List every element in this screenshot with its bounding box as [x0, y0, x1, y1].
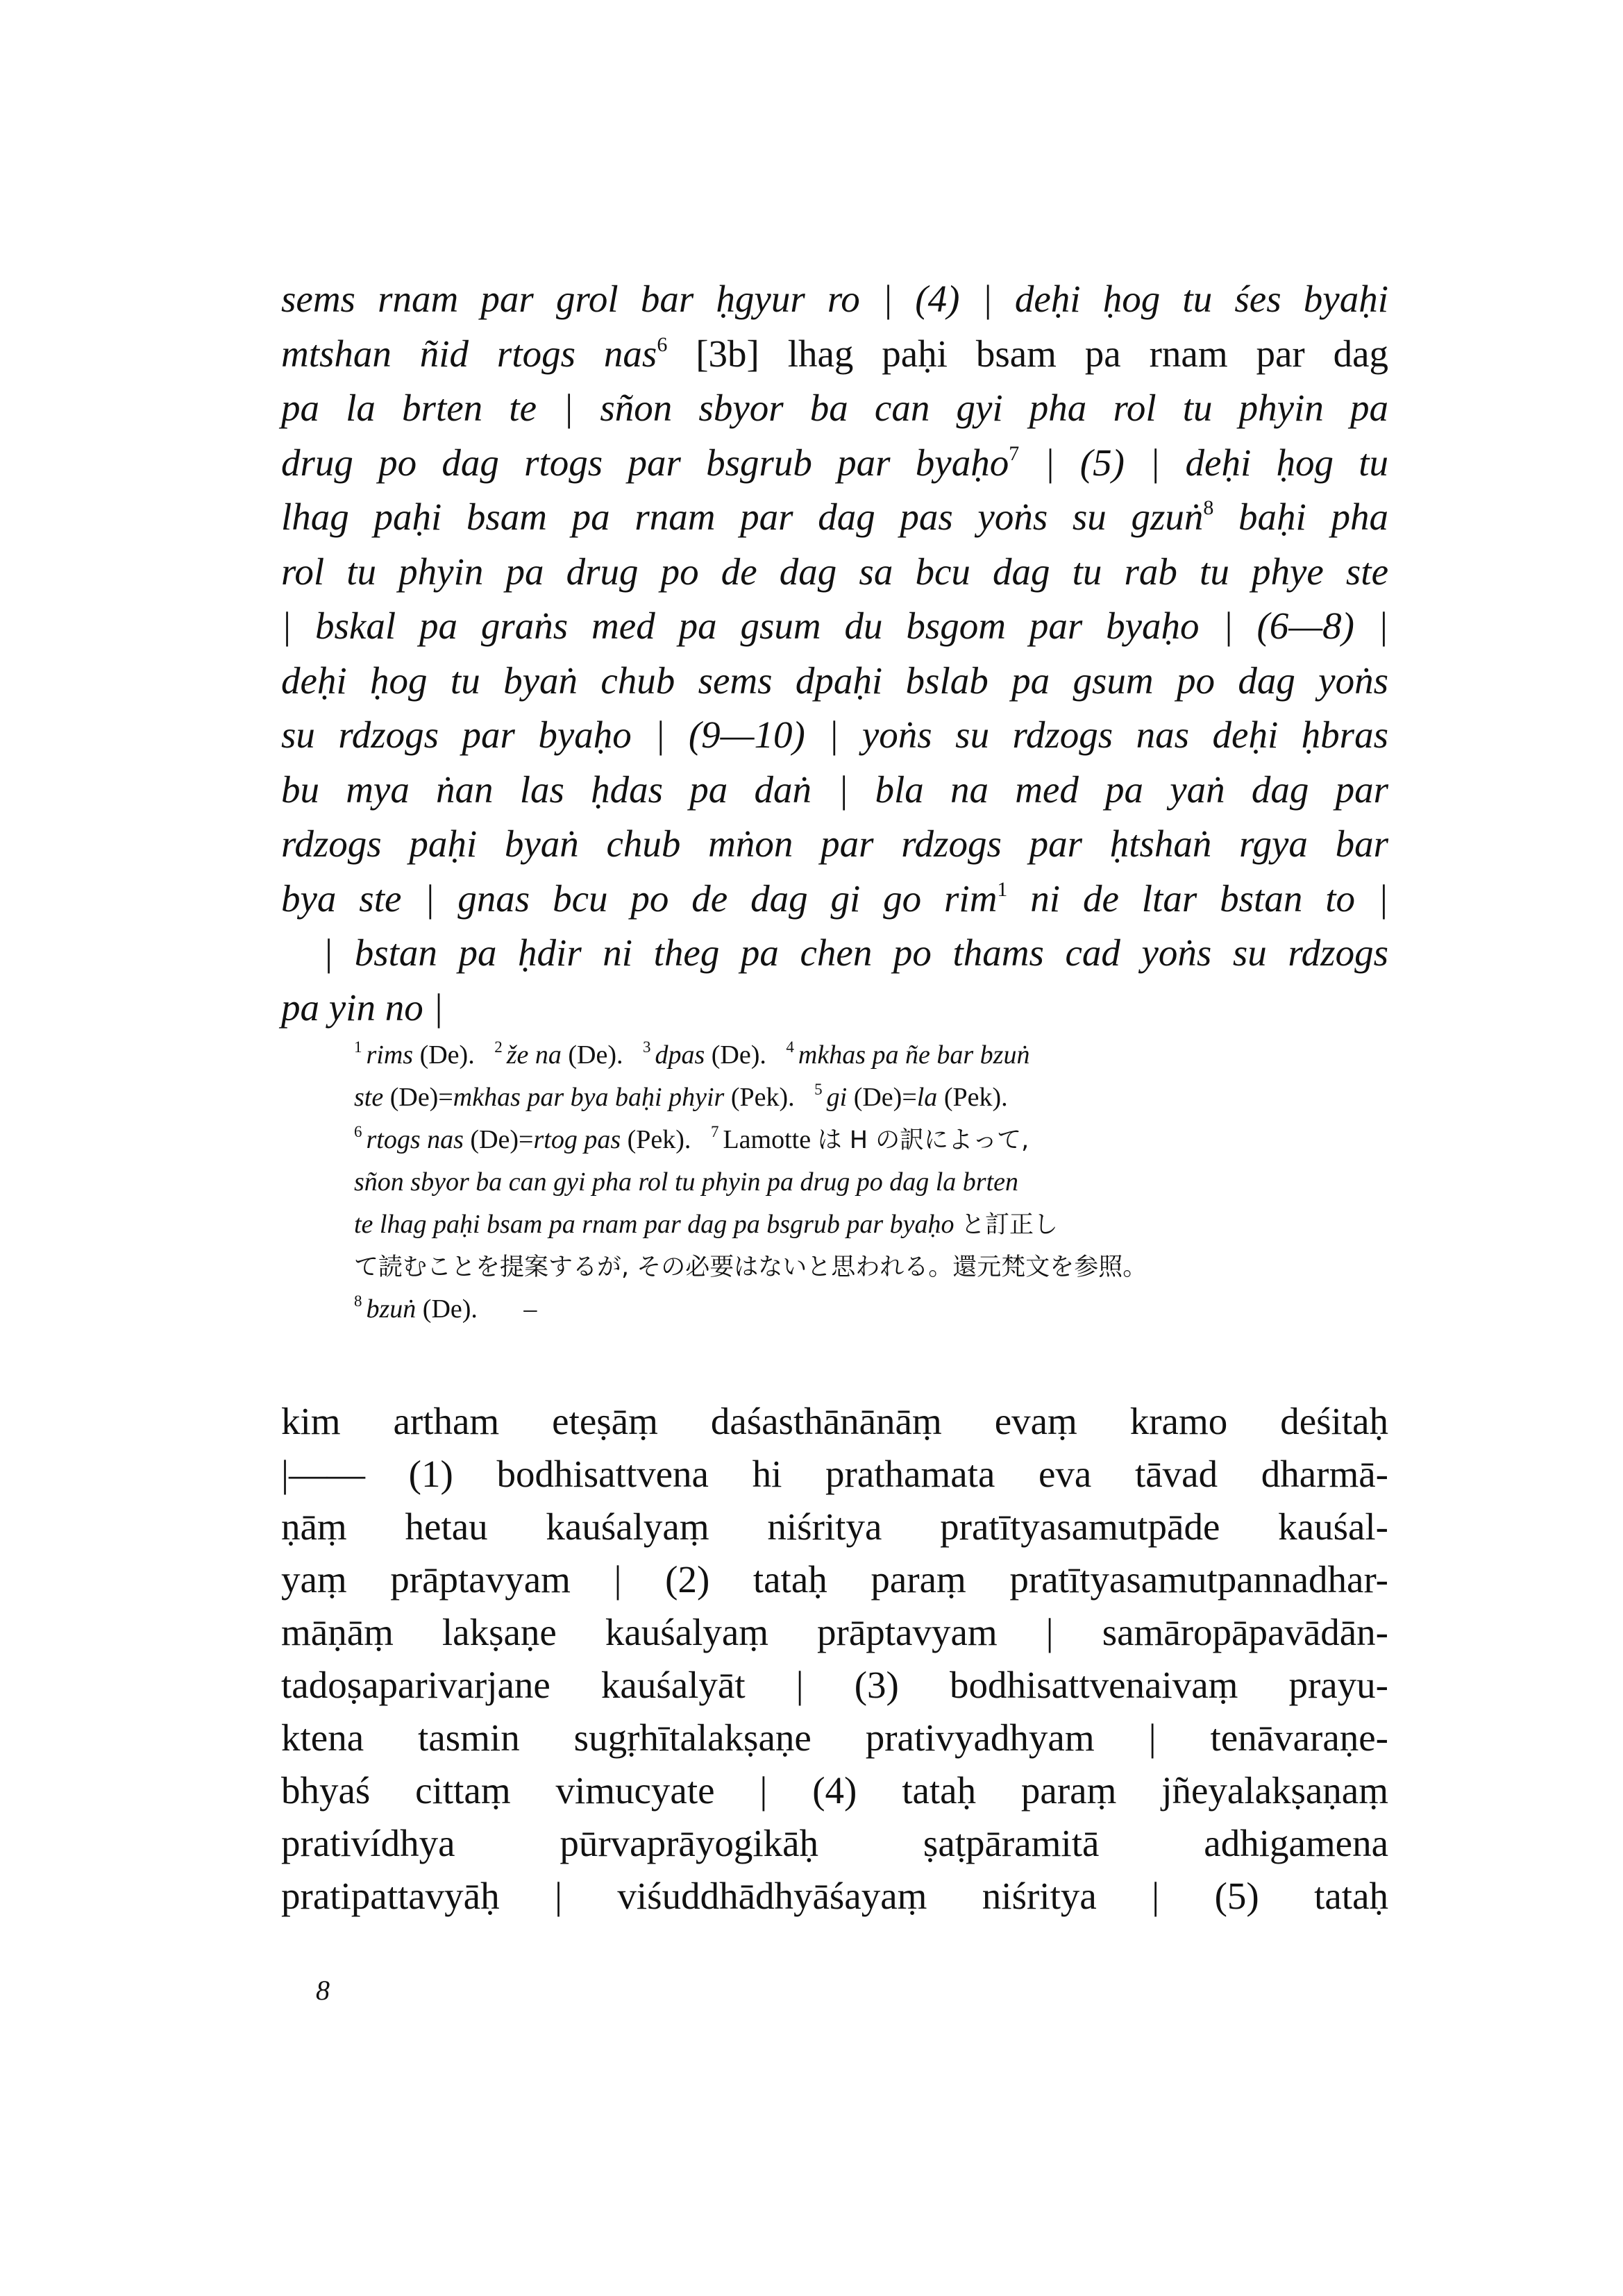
footnote-ref-6: 6 [657, 332, 668, 356]
footnote-ref-8: 8 [1203, 496, 1214, 519]
sanskrit-line: pratipattavyāḥ | viśuddhādhyāśayaṃ niśritya | (5) tataḥ [281, 1875, 1388, 1917]
sanskrit-line: yaṃ prāptavyam | (2) tataḥ paraṃ pratītyasamutpannadhar- [281, 1558, 1388, 1601]
tibetan-line: sems rnam par grol bar ḥgyur ro | (4) | deḥi ḥog tu śes byaḥi [281, 278, 1388, 320]
tibetan-text-block [281, 272, 1388, 1035]
tibetan-line: bu mya ṅan las ḥdas pa daṅ | bla na med pa yaṅ dag par [281, 768, 1388, 811]
tibetan-line: pa yin no | [281, 986, 444, 1029]
footnote-line: te lhag paḥi bsam pa rnam par dag pa bsgrub par byaḥo と訂正し [354, 1210, 1059, 1239]
sanskrit-line: tadoṣaparivarjane kauśalyāt | (3) bodhisattvenaivaṃ prayu- [281, 1664, 1388, 1706]
tibetan-line: | bskal pa graṅs med pa gsum du bsgom par byaḥo | (6—8) | [281, 605, 1388, 647]
tibetan-line: drug po dag rtogs par bsgrub par byaḥo$^7$ | (5) | deḥi ḥog tu [281, 441, 1388, 484]
tibetan-line: lhag paḥi bsam pa rnam par dag pas yoṅs su gzuṅ$^8$ baḥi pha [281, 496, 1388, 538]
sanskrit-line: bhyaś cittaṃ vimucyate | (4) tataḥ paraṃ jñeyalakṣaṇaṃ [281, 1769, 1388, 1812]
footnote-line: ste (De)=mkhas par bya baḥi phyir (Pek). $^5$ gi (De)=la (Pek). [354, 1081, 1008, 1112]
tibetan-line: pa la brten te | sñon sbyor ba can gyi pha rol tu phyin pa [281, 387, 1388, 429]
tibetan-line: rdzogs paḥi byaṅ chub mṅon par rdzogs par ḥtshaṅ rgya bar [281, 822, 1388, 865]
sanskrit-line: ṇāṃ hetau kauśalyaṃ niśritya pratītyasamutpāde kauśal- [281, 1505, 1388, 1548]
sanskrit-line: ktena tasmin sugṛhītalakṣaṇe prativyadhyam | tenāvaraṇe- [281, 1716, 1388, 1759]
sanskrit-line: kim artham eteṣāṃ daśasthānānāṃ evaṃ kramo deśitaḥ [281, 1400, 1388, 1442]
footnote-ref-1: 1 [997, 877, 1008, 901]
footnote-line: sñon sbyor ba can gyi pha rol tu phyin pa drug po dag la brten [354, 1167, 1018, 1197]
sanskrit-line: prativídhya pūrvaprāyogikāḥ ṣaṭpāramitā adhigamena [281, 1822, 1388, 1864]
footnote-line: $^8$ bzuṅ (De). – [354, 1292, 537, 1324]
sanskrit-text-block [281, 1395, 1388, 1923]
footnote-line: て読むことを提案するが, その必要はないと思われる。還元梵文を参照。 [354, 1253, 1147, 1281]
footnote-line: $^6$ rtogs nas (De)=rtog pas (Pek). $^7$ Lamotte は H の訳によって, [354, 1123, 1029, 1154]
tibetan-line: deḥi ḥog tu byaṅ chub sems dpaḥi bslab pa gsum po dag yoṅs [281, 659, 1388, 702]
sanskrit-line: |—— (1) bodhisattvena hi prathamata eva tāvad dharmā- [281, 1453, 1388, 1495]
tibetan-line: mtshan ñid rtogs nas$^6$ [3b] lhag paḥi bsam pa rnam par dag [281, 332, 1388, 375]
footnote-line: $^1$ rims (De). $^2$ že na (De). $^3$ dpas (De). $^4$ mkhas pa ñe bar bzuṅ [354, 1038, 1030, 1070]
tibetan-line: bya ste | gnas bcu po de dag gi go rim$^1$ ni de ltar bstan to | [281, 877, 1388, 920]
sanskrit-line: māṇāṃ lakṣaṇe kauśalyaṃ prāptavyam | samāropāpavādān- [281, 1611, 1388, 1653]
footnote-ref-7: 7 [1009, 441, 1020, 465]
page-number: 8 [316, 1975, 330, 2006]
footnotes [354, 1034, 1347, 1331]
tibetan-line: rol tu phyin pa drug po de dag sa bcu dag tu rab tu phye ste [281, 550, 1388, 593]
tibetan-line: su rdzogs par byaḥo | (9—10) | yoṅs su rdzogs nas deḥi ḥbras [281, 714, 1388, 756]
tibetan-line: | bstan pa ḥdir ni theg pa chen po thams cad yoṅs su rdzogs [323, 931, 1388, 974]
